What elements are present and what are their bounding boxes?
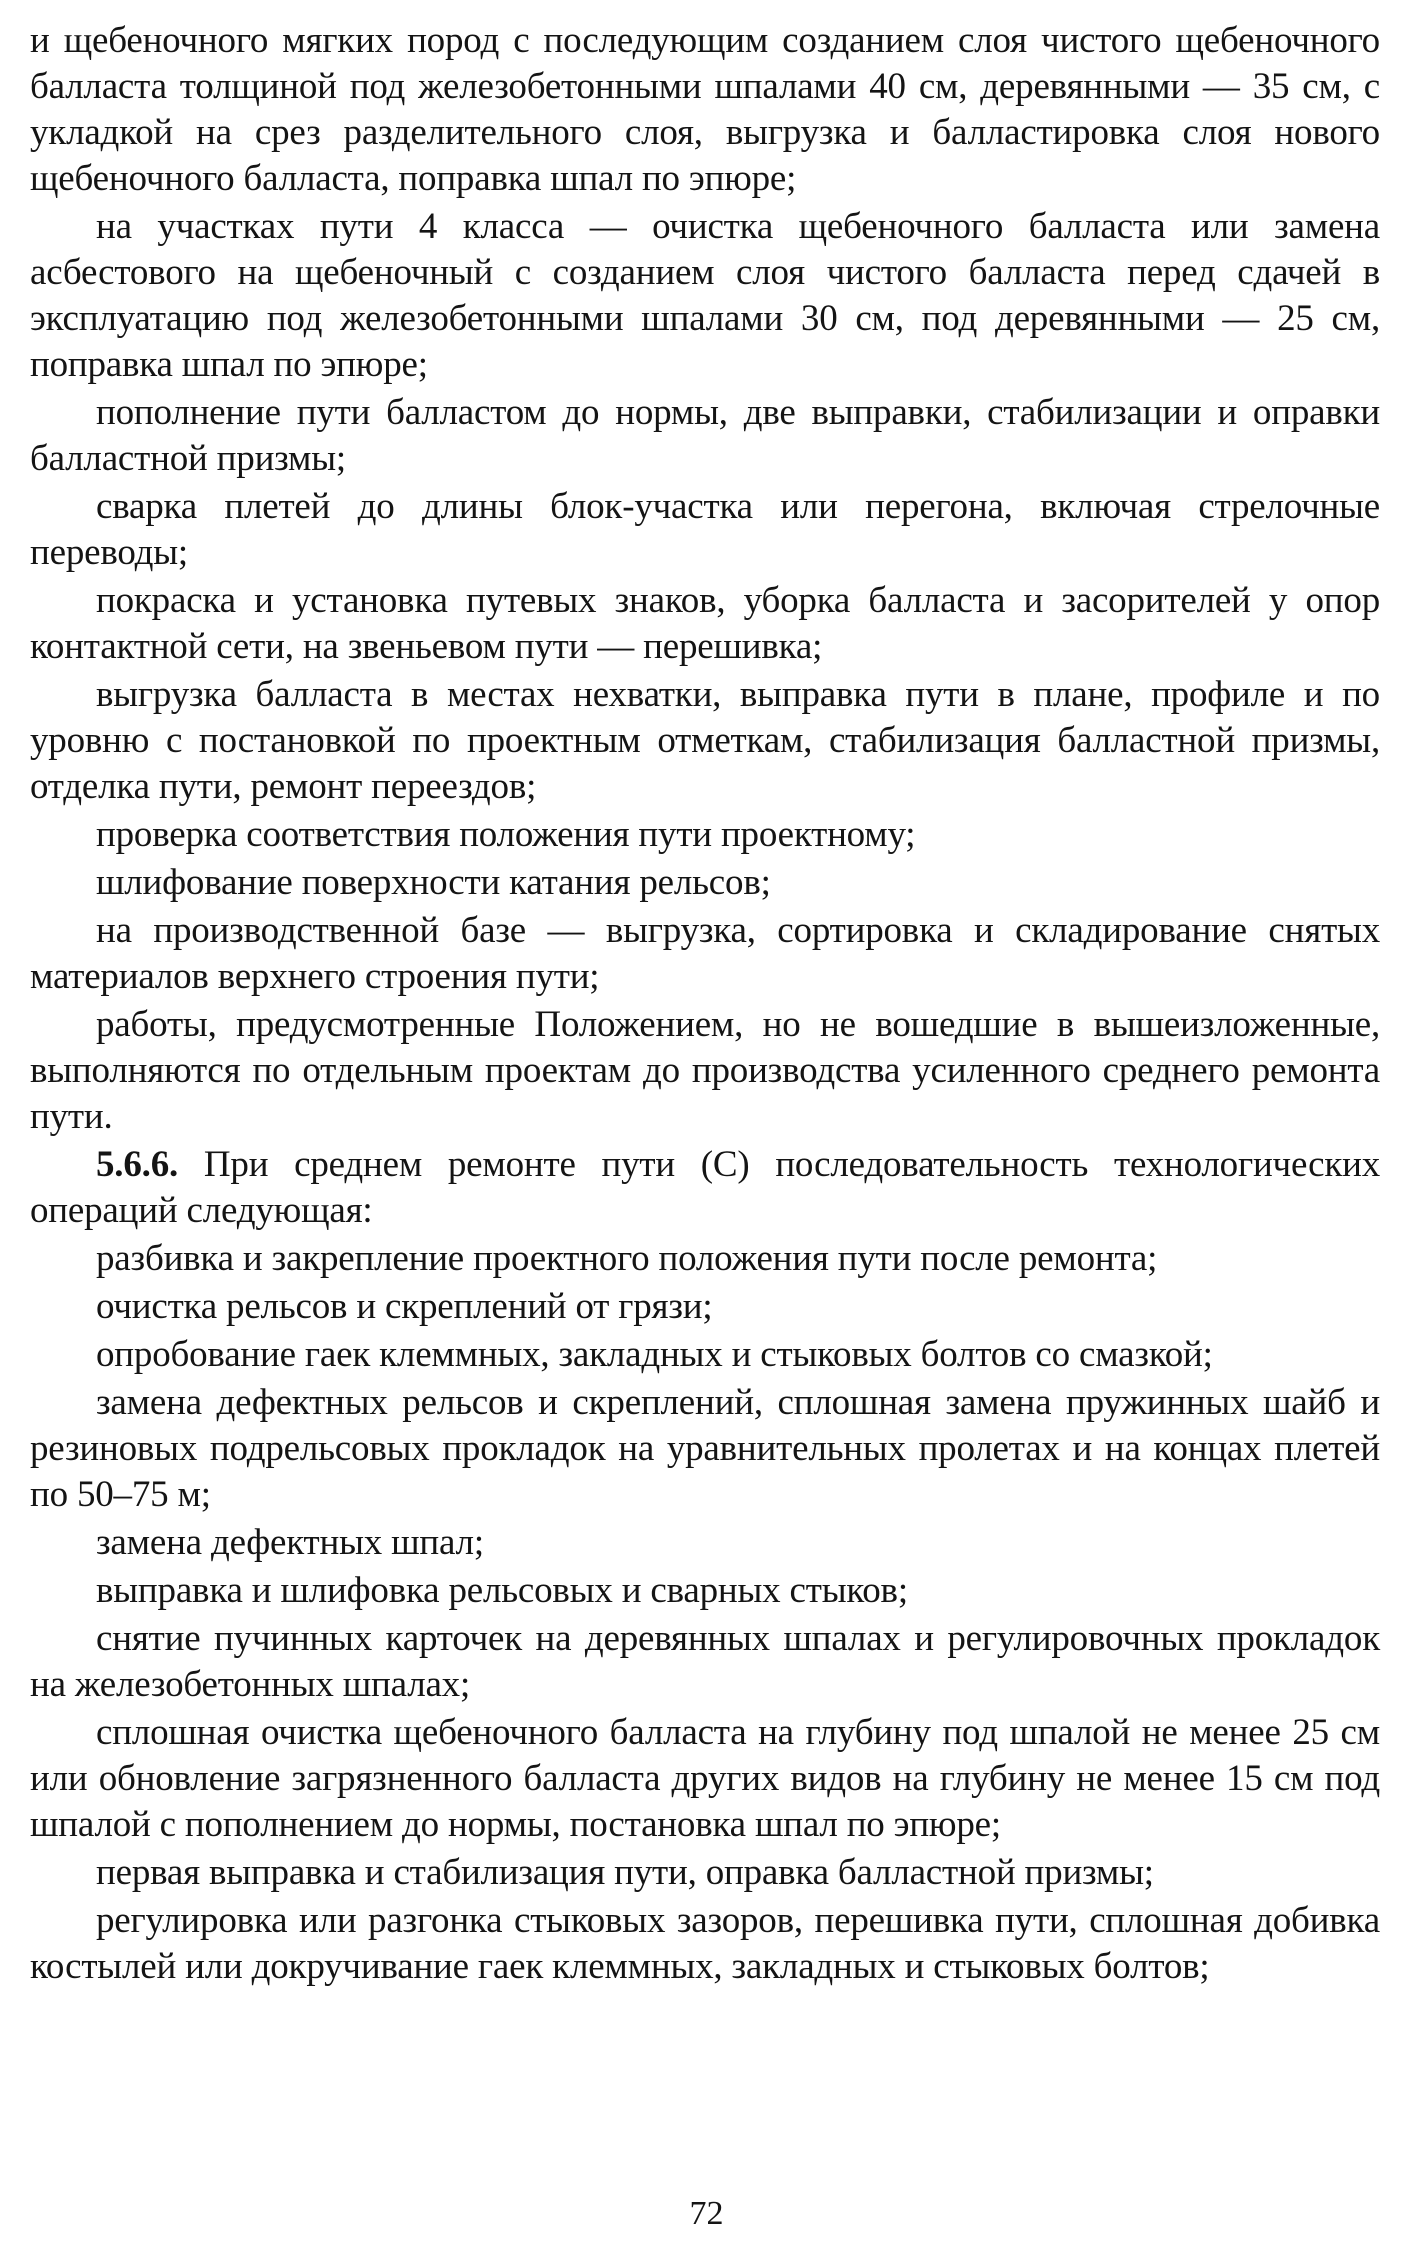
paragraph-production-base: на производственной базе — выгрузка, сортировка и складирование снятых материалов верхнего строения пути; <box>30 910 1380 997</box>
list-item: выправка и шлифовка рельсовых и сварных стыков; <box>96 1570 908 1611</box>
paragraph-continuation: и щебеночного мягких пород с последующим созданием слоя чистого щебеночного балласта толщиной под железобетонными шпалами 40 см, деревянными — 35 см, с укладкой на срез разделительного слоя, выгрузка и балластировка слоя нового щебеночного балласта, поправка шпал по эпюре; <box>30 20 1380 199</box>
list-item: замена дефектных рельсов и скреплений, сплошная замена пружинных шайб и резиновых подрельсовых прокладок на уравнительных пролетах и на концах плетей по 50–75 м; <box>30 1382 1380 1515</box>
list-item: замена дефектных шпал; <box>96 1522 484 1563</box>
document-page <box>30 18 1380 1992</box>
paragraph-position-check: проверка соответствия положения пути проектному; <box>96 814 916 855</box>
paragraph-ballast-replenish: пополнение пути балластом до нормы, две выправки, стабилизации и оправки балластной призмы; <box>30 392 1380 479</box>
section-number: 5.6.6. <box>96 1144 179 1185</box>
section-5-6-6 <box>30 1142 1380 1234</box>
list-item: опробование гаек клеммных, закладных и стыковых болтов со смазкой; <box>96 1334 1213 1375</box>
paragraph-signs: покраска и установка путевых знаков, уборка балласта и засорителей у опор контактной сети, на звеньевом пути — перешивка; <box>30 580 1380 667</box>
list-item: сплошная очистка щебеночного балласта на глубину под шпалой не менее 25 см или обновление загрязненного балласта других видов на глубину не менее 15 см под шпалой с пополнением до нормы, постановка шпал по эпюре; <box>30 1712 1380 1845</box>
paragraph-ballast-unload: выгрузка балласта в местах нехватки, выправка пути в плане, профиле и по уровню с постановкой по проектным отметкам, стабилизация балластной призмы, отделка пути, ремонт переездов; <box>30 674 1380 807</box>
section-text: При среднем ремонте пути (С) последовательность технологических операций следующая: <box>30 1144 1380 1231</box>
list-item: очистка рельсов и скреплений от грязи; <box>96 1286 713 1327</box>
paragraph-grinding: шлифование поверхности катания рельсов; <box>96 862 771 903</box>
page-number: 72 <box>689 2195 724 2232</box>
list-item: разбивка и закрепление проектного положения пути после ремонта; <box>96 1238 1158 1279</box>
list-item: регулировка или разгонка стыковых зазоров, перешивка пути, сплошная добивка костылей или докручивание гаек клеммных, закладных и стыковых болтов; <box>30 1900 1380 1987</box>
list-item: первая выправка и стабилизация пути, оправка балластной призмы; <box>96 1852 1154 1893</box>
paragraph-welding: сварка плетей до длины блок-участка или перегона, включая стрелочные переводы; <box>30 486 1380 573</box>
list-item: снятие пучинных карточек на деревянных шпалах и регулировочных прокладок на железобетонных шпалах; <box>30 1618 1380 1705</box>
paragraph-other-works: работы, предусмотренные Положением, но не вошедшие в вышеизложенные, выполняются по отдельным проектам до производства усиленного среднего ремонта пути. <box>30 1004 1380 1137</box>
paragraph-track-class-4: на участках пути 4 класса — очистка щебеночного балласта или замена асбестового на щебеночный с созданием слоя чистого балласта перед сдачей в эксплуатацию под железобетонными шпалами 30 см, под деревянными — 25 см, поправка шпал по эпюре; <box>30 206 1380 385</box>
